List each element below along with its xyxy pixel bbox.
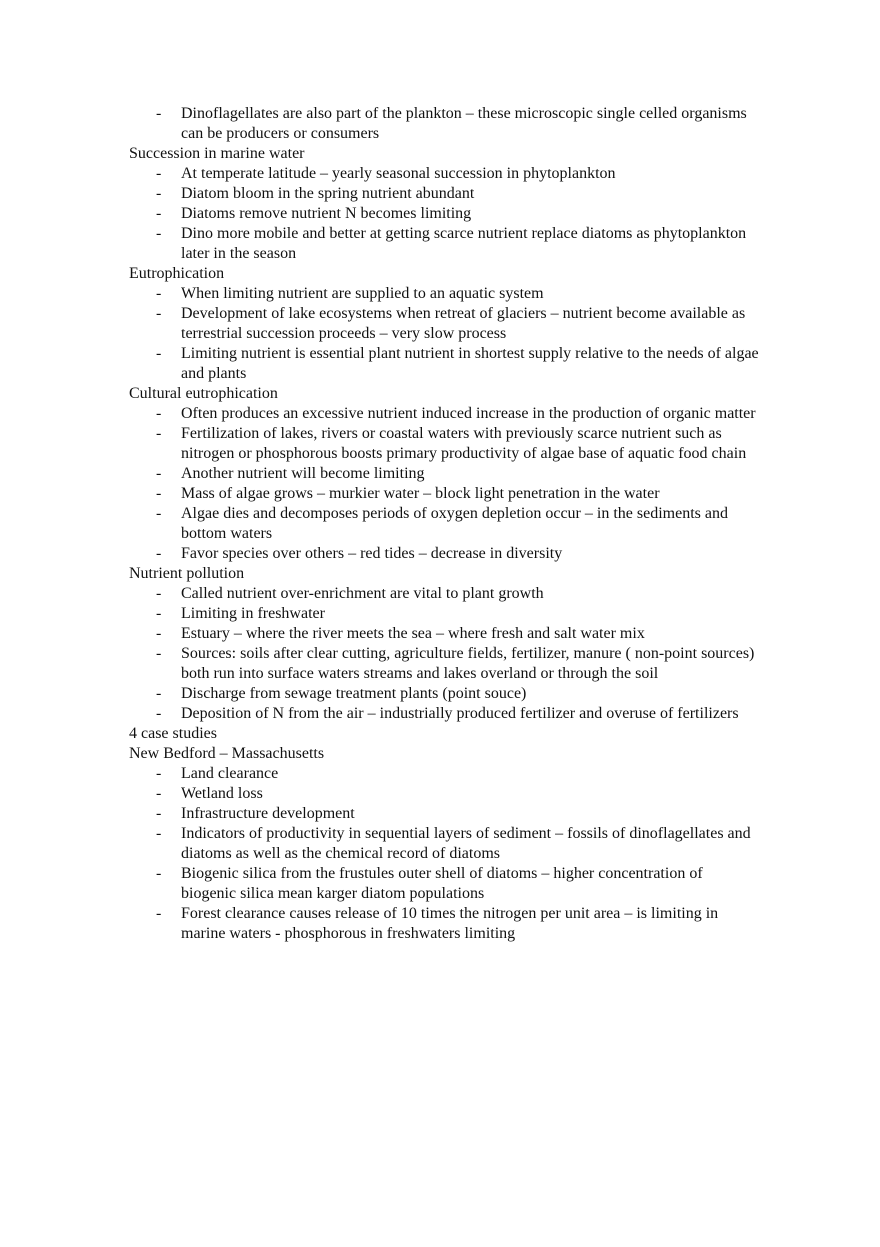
dash-bullet-icon: - (156, 465, 162, 482)
list-item (129, 764, 759, 784)
dash-bullet-icon: - (156, 505, 162, 522)
bullet-list (129, 164, 759, 264)
section (129, 564, 759, 724)
section (129, 384, 759, 564)
bullet-list (129, 404, 759, 564)
list-item (129, 484, 759, 504)
list-item (129, 464, 759, 484)
dash-bullet-icon: - (156, 645, 162, 662)
list-item (129, 644, 759, 684)
section-heading: Cultural eutrophication (129, 385, 278, 402)
list-item (129, 904, 759, 944)
list-item (129, 164, 759, 184)
list-item-text: Development of lake ecosystems when retreat of glaciers – nutrient become available as terrestrial succession proceeds – very slow process (181, 305, 746, 342)
list-item (129, 304, 759, 344)
dash-bullet-icon: - (156, 165, 162, 182)
section-heading: 4 case studies (129, 725, 217, 742)
list-item-text: Limiting in freshwater (181, 605, 325, 622)
section (129, 264, 759, 384)
list-item (129, 404, 759, 424)
dash-bullet-icon: - (156, 545, 162, 562)
list-item (129, 624, 759, 644)
list-item (129, 704, 759, 724)
dash-bullet-icon: - (156, 405, 162, 422)
list-item-text: Infrastructure development (181, 805, 355, 822)
list-item-text: At temperate latitude – yearly seasonal succession in phytoplankton (181, 165, 616, 182)
dash-bullet-icon: - (156, 305, 162, 322)
list-item-text: Land clearance (181, 765, 279, 782)
dash-bullet-icon: - (156, 685, 162, 702)
list-item-text: Another nutrient will become limiting (181, 465, 425, 482)
section-heading: New Bedford – Massachusetts (129, 745, 325, 762)
dash-bullet-icon: - (156, 205, 162, 222)
list-item (129, 544, 759, 564)
list-item (129, 104, 759, 144)
dash-bullet-icon: - (156, 805, 162, 822)
dash-bullet-icon: - (156, 865, 162, 882)
list-item-text: When limiting nutrient are supplied to an aquatic system (181, 285, 544, 302)
list-item-text: Algae dies and decomposes periods of oxygen depletion occur – in the sediments and bottom waters (181, 505, 728, 542)
list-item (129, 224, 759, 264)
dash-bullet-icon: - (156, 185, 162, 202)
list-item (129, 824, 759, 864)
document-page (129, 104, 759, 944)
bullet-list (129, 764, 759, 944)
list-item-text: Indicators of productivity in sequential layers of sediment – fossils of dinoflagellates and diatoms as well as the chemical record of diatoms (181, 825, 751, 862)
section (129, 144, 759, 264)
dash-bullet-icon: - (156, 425, 162, 442)
list-item-text: Discharge from sewage treatment plants (point souce) (181, 685, 527, 702)
section-heading: Nutrient pollution (129, 565, 245, 582)
list-item (129, 684, 759, 704)
list-item-text: Favor species over others – red tides – decrease in diversity (181, 545, 563, 562)
list-item (129, 784, 759, 804)
dash-bullet-icon: - (156, 105, 162, 122)
list-item (129, 284, 759, 304)
list-item (129, 424, 759, 464)
bullet-list (129, 104, 759, 144)
dash-bullet-icon: - (156, 605, 162, 622)
bullet-list (129, 284, 759, 384)
list-item-text: Dinoflagellates are also part of the plankton – these microscopic single celled organisms can be producers or consumers (181, 105, 747, 142)
list-item-text: Diatoms remove nutrient N becomes limiting (181, 205, 472, 222)
dash-bullet-icon: - (156, 285, 162, 302)
list-item-text: Fertilization of lakes, rivers or coastal waters with previously scarce nutrient such as nitrogen or phosphorous boosts primary productivity of algae base of aquatic food chain (181, 425, 747, 462)
list-item-text: Diatom bloom in the spring nutrient abundant (181, 185, 475, 202)
dash-bullet-icon: - (156, 705, 162, 722)
dash-bullet-icon: - (156, 785, 162, 802)
dash-bullet-icon: - (156, 625, 162, 642)
list-item (129, 184, 759, 204)
list-item-text: Dino more mobile and better at getting scarce nutrient replace diatoms as phytoplankton later in the season (181, 225, 747, 262)
list-item-text: Often produces an excessive nutrient induced increase in the production of organic matter (181, 405, 756, 422)
list-item-text: Estuary – where the river meets the sea – where fresh and salt water mix (181, 625, 645, 642)
dash-bullet-icon: - (156, 825, 162, 842)
list-item (129, 504, 759, 544)
list-item-text: Deposition of N from the air – industrially produced fertilizer and overuse of fertilizers (181, 705, 739, 722)
list-item (129, 604, 759, 624)
list-item (129, 804, 759, 824)
list-item (129, 204, 759, 224)
section (129, 744, 759, 944)
list-item (129, 344, 759, 384)
list-item (129, 864, 759, 904)
dash-bullet-icon: - (156, 485, 162, 502)
dash-bullet-icon: - (156, 225, 162, 242)
list-item-text: Sources: soils after clear cutting, agriculture fields, fertilizer, manure ( non-point sources) both run into surface waters streams and lakes overland or through the soil (181, 645, 755, 682)
list-item-text: Called nutrient over-enrichment are vital to plant growth (181, 585, 544, 602)
list-item (129, 584, 759, 604)
list-item-text: Wetland loss (181, 785, 263, 802)
section (129, 724, 759, 744)
section-heading: Eutrophication (129, 265, 225, 282)
list-item-text: Limiting nutrient is essential plant nutrient in shortest supply relative to the needs of algae and plants (181, 345, 759, 382)
section-heading: Succession in marine water (129, 145, 305, 162)
dash-bullet-icon: - (156, 905, 162, 922)
list-item-text: Forest clearance causes release of 10 times the nitrogen per unit area – is limiting in marine waters - phosphorous in freshwaters limiting (181, 905, 719, 942)
dash-bullet-icon: - (156, 585, 162, 602)
section (129, 104, 759, 144)
bullet-list (129, 584, 759, 724)
list-item-text: Biogenic silica from the frustules outer shell of diatoms – higher concentration of biogenic silica mean karger diatom populations (181, 865, 703, 902)
dash-bullet-icon: - (156, 765, 162, 782)
dash-bullet-icon: - (156, 345, 162, 362)
list-item-text: Mass of algae grows – murkier water – block light penetration in the water (181, 485, 660, 502)
